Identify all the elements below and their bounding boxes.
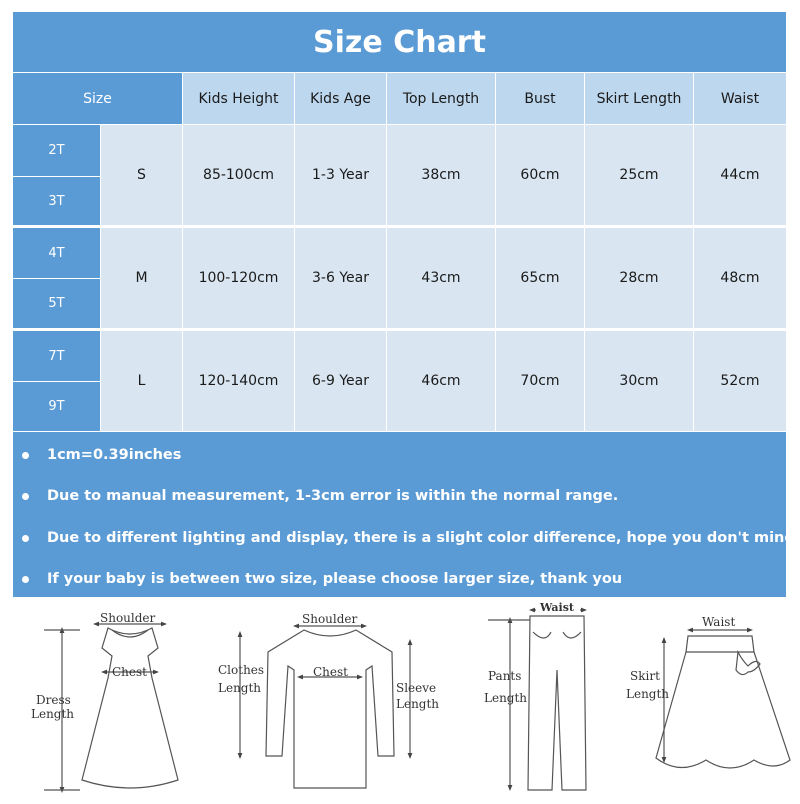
note-item — [13, 526, 800, 550]
waist-value: 52cm — [694, 331, 786, 431]
measurement-diagrams — [0, 600, 800, 800]
skirt-length-label-2: Length — [626, 687, 670, 701]
note-text: Due to different lighting and display, there is a slight color difference, hope you don't mind. — [47, 530, 800, 546]
bullet-icon — [22, 576, 29, 583]
header-bust: Bust — [496, 73, 584, 124]
toddler-size-4t: 4T — [13, 228, 100, 278]
notes-panel — [13, 432, 800, 597]
header-top-length: Top Length — [387, 73, 495, 124]
header-size: Size — [13, 73, 182, 124]
skirt-length-label-1: Skirt — [630, 669, 660, 683]
kids-age-value: 3-6 Year — [295, 228, 386, 328]
kids-height-value: 120-140cm — [183, 331, 294, 431]
sleeve-length-label-2: Length — [396, 697, 440, 711]
dress-length-label-1: Dress — [36, 693, 71, 707]
top-chest-label: Chest — [313, 665, 348, 679]
pants-length-label-2: Length — [484, 691, 528, 705]
sleeve-length-label-1: Sleeve — [396, 681, 437, 695]
diagrams-svg — [0, 600, 800, 800]
size-label: S — [101, 125, 182, 225]
bust-value: 60cm — [496, 125, 584, 225]
skirt-length-value: 30cm — [585, 331, 693, 431]
chart-title: Size Chart — [13, 12, 786, 72]
header-skirt-length: Skirt Length — [585, 73, 693, 124]
bullet-icon — [22, 493, 29, 500]
toddler-size-2t: 2T — [13, 125, 100, 176]
top-shoulder-label: Shoulder — [302, 612, 358, 626]
bust-value: 65cm — [496, 228, 584, 328]
skirt-length-value: 28cm — [585, 228, 693, 328]
skirt-waist-label: Waist — [702, 615, 736, 629]
kids-age-value: 1-3 Year — [295, 125, 386, 225]
waist-value: 48cm — [694, 228, 786, 328]
bullet-icon — [22, 535, 29, 542]
note-item — [13, 443, 786, 467]
size-label: L — [101, 331, 182, 431]
kids-height-value: 100-120cm — [183, 228, 294, 328]
top-length-value: 43cm — [387, 228, 495, 328]
header-kids-age: Kids Age — [295, 73, 386, 124]
skirt-diagram — [656, 630, 790, 768]
bust-value: 70cm — [496, 331, 584, 431]
clothes-length-label-1: Clothes — [218, 663, 265, 677]
dress-shoulder-label: Shoulder — [100, 611, 156, 625]
toddler-size-3t: 3T — [13, 177, 100, 225]
toddler-size-5t: 5T — [13, 279, 100, 328]
size-label: M — [101, 228, 182, 328]
clothes-length-label-2: Length — [218, 681, 262, 695]
dress-length-label-2: Length — [31, 707, 75, 721]
note-item — [13, 567, 786, 591]
waist-value: 44cm — [694, 125, 786, 225]
note-text: 1cm=0.39inches — [47, 447, 182, 463]
header-kids-height: Kids Height — [183, 73, 294, 124]
toddler-size-7t: 7T — [13, 331, 100, 381]
bullet-icon — [22, 452, 29, 459]
pants-waist-label: Waist — [540, 601, 574, 614]
kids-height-value: 85-100cm — [183, 125, 294, 225]
pants-length-label-1: Pants — [488, 669, 522, 683]
skirt-length-value: 25cm — [585, 125, 693, 225]
top-length-value: 46cm — [387, 331, 495, 431]
top-length-value: 38cm — [387, 125, 495, 225]
toddler-size-9t: 9T — [13, 382, 100, 431]
top-diagram — [240, 626, 410, 788]
dress-chest-label: Chest — [112, 665, 147, 679]
note-item — [13, 484, 786, 508]
header-waist: Waist — [694, 73, 786, 124]
kids-age-value: 6-9 Year — [295, 331, 386, 431]
note-text: Due to manual measurement, 1-3cm error is within the normal range. — [47, 488, 619, 504]
note-text: If your baby is between two size, please choose larger size, thank you — [47, 571, 623, 587]
